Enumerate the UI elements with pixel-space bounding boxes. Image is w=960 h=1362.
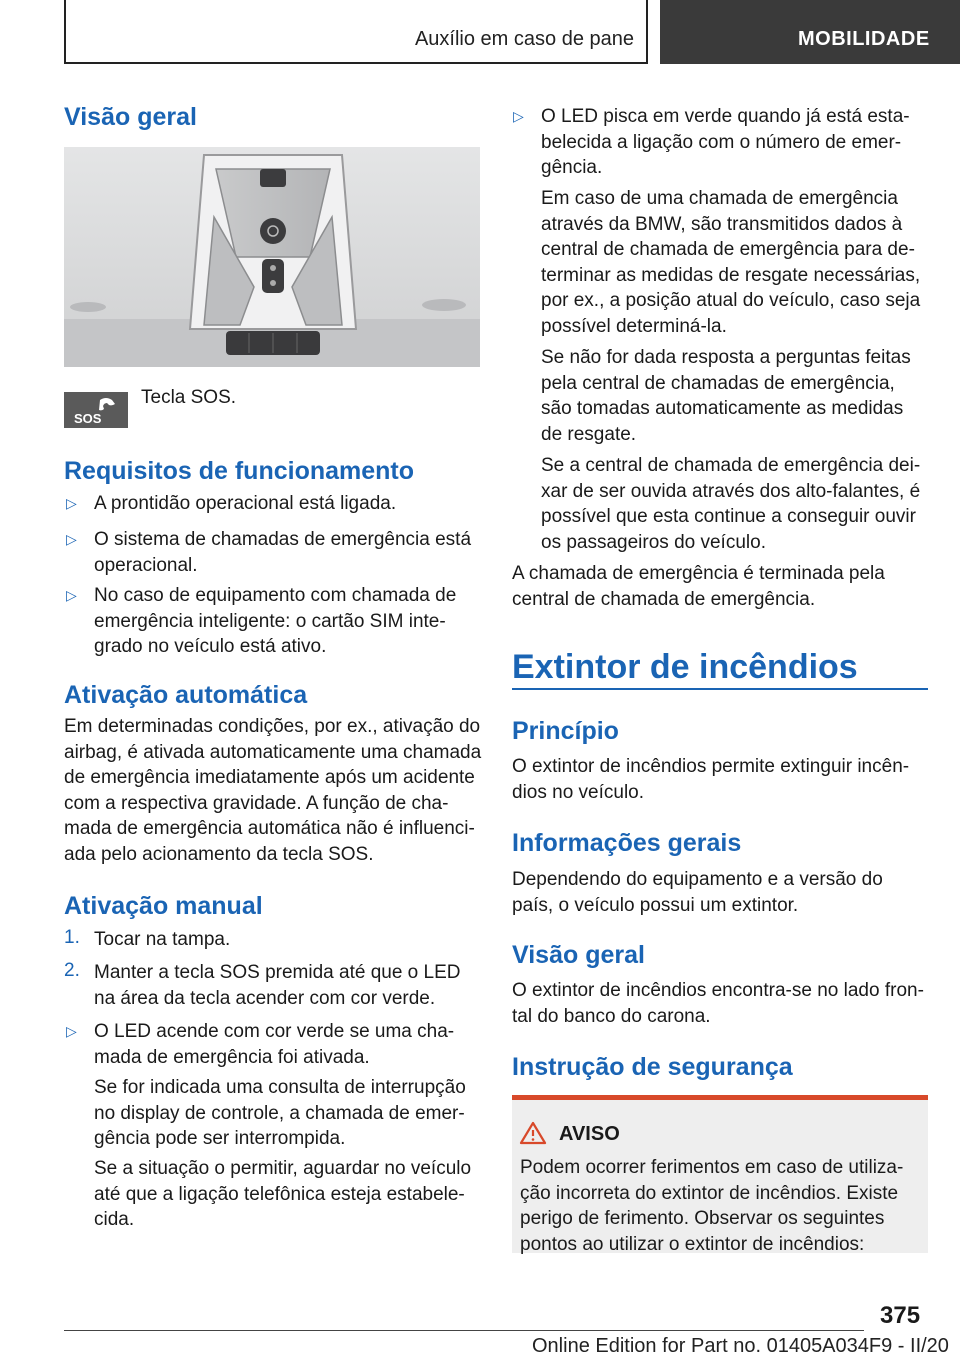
bullet-icon: ▷	[513, 108, 524, 124]
led-blink-bullet	[541, 104, 910, 181]
text-line: por ex., a posição atual do veículo, caso seja	[541, 290, 921, 311]
text-line: emergência inteligente: o cartão SIM inte-	[94, 610, 446, 632]
text-line: central de chamada de emergência para de-	[541, 239, 915, 260]
header-chapter-tab	[660, 0, 960, 64]
text-line: Dependendo do equipamento e a versão do	[512, 869, 883, 890]
text-line: No caso de equipamento com chamada de	[94, 585, 457, 606]
requirement-item	[94, 527, 471, 578]
text-line: os passageiros do veículo.	[541, 531, 766, 553]
bullet-icon: ▷	[66, 495, 77, 511]
text-line: Se for indicada uma consulta de interrupção	[94, 1077, 466, 1098]
bullet-icon: ▷	[66, 587, 77, 603]
text-line: O extintor de incêndios encontra-se no lado fron-	[512, 980, 924, 1001]
text-line: Em caso de uma chamada de emergência	[541, 188, 898, 209]
requirement-item	[94, 583, 456, 660]
text-line: O sistema de chamadas de emergência está	[94, 529, 472, 550]
text-line: com a respectiva gravidade. A função de cha-	[64, 792, 449, 814]
text-line: gência pode ser interrompida.	[94, 1128, 346, 1149]
text-line: de emergência imediatamente após um acidente	[64, 767, 475, 788]
heading-auto-activation: Ativação automática	[64, 681, 308, 709]
footer-edition: Online Edition for Part no. 01405A034F9 - II/20	[532, 1335, 949, 1357]
header-section-tab	[64, 0, 648, 64]
call-end-text	[512, 561, 885, 612]
text-line: grado no veículo está ativo.	[94, 636, 327, 657]
text-line: O LED acende com cor verde se uma cha-	[94, 1021, 455, 1042]
auto-activation-text	[64, 714, 480, 867]
text-line: mada de emergência automática não é influenci-	[64, 818, 475, 839]
heading-principle: Princípio	[512, 717, 619, 745]
heading-safety: Instrução de segurança	[512, 1053, 793, 1081]
bullet-icon: ▷	[66, 1023, 77, 1039]
text-line: cida.	[94, 1209, 135, 1230]
text-line: O extintor de incêndios permite extinguir incên-	[512, 756, 910, 777]
warning-title: AVISO	[559, 1123, 620, 1145]
principle-text	[512, 754, 909, 805]
overview-2-text	[512, 978, 924, 1029]
text-line: Se a situação o permitir, aguardar no veículo	[94, 1158, 472, 1179]
text-line: de resgate.	[541, 423, 637, 445]
text-line: operacional.	[94, 554, 198, 576]
text-line: O LED pisca em verde quando já está esta-	[541, 106, 910, 127]
sos-icon-label: SOS	[74, 411, 102, 426]
text-line: perigo de ferimento. Observar os seguintes	[520, 1208, 885, 1229]
text-line: país, o veículo possui um extintor.	[512, 894, 799, 916]
text-line: airbag, é ativada automaticamente uma chamada	[64, 741, 482, 763]
text-line: pontos ao utilizar o extintor de incêndios:	[520, 1233, 865, 1255]
footer-rule	[64, 1330, 864, 1331]
led-green-bullet	[94, 1019, 454, 1070]
text-line: central de chamada de emergência.	[512, 588, 816, 610]
text-line: ção incorreta do extintor de incêndios. Existe	[520, 1182, 899, 1204]
text-line: até que a ligação telefônica esteja estabele-	[94, 1183, 465, 1205]
heading-fire-extinguisher: Extintor de incêndios	[512, 648, 858, 686]
step-1-number: 1.	[64, 927, 80, 948]
text-line: Manter a tecla SOS premida até que o LED	[94, 962, 461, 983]
general-info-text	[512, 867, 883, 918]
text-line: mada de emergência foi ativada.	[94, 1046, 370, 1068]
ceiling-console-photo	[64, 147, 480, 367]
heading-overview-2: Visão geral	[512, 941, 645, 969]
text-line: xar de ser ouvida através dos alto-falantes, é	[541, 480, 921, 502]
text-line: dios no veículo.	[512, 781, 645, 803]
text-line: Tocar na tampa.	[94, 929, 231, 950]
page-number: 375	[880, 1302, 921, 1329]
led-wait-text	[94, 1156, 471, 1233]
text-line: Se a central de chamada de emergência dei-	[541, 455, 921, 476]
warning-text	[520, 1155, 924, 1257]
icon-caption: Tecla SOS.	[141, 387, 237, 408]
text-line: no display de controle, a chamada de emer-	[94, 1102, 465, 1124]
text-line: ada pelo acionamento da tecla SOS.	[64, 843, 374, 865]
text-line: pela central de chamadas de emergência,	[541, 372, 895, 394]
led-interrupt-text	[94, 1075, 466, 1152]
text-line: A prontidão operacional está ligada.	[94, 493, 397, 514]
text-line: Podem ocorrer ferimentos em caso de utiliza-	[520, 1157, 904, 1178]
text-line: Em determinadas condições, por ex., ativação do	[64, 716, 481, 737]
text-line: belecida a ligação com o número de emer-	[541, 131, 902, 153]
warning-triangle-icon	[519, 1121, 547, 1145]
sos-key-icon	[64, 392, 128, 428]
no-response-text	[541, 345, 911, 447]
text-line: Se não for dada resposta a perguntas feitas	[541, 347, 911, 368]
step-1-text	[94, 927, 230, 953]
step-2-number: 2.	[64, 960, 80, 981]
text-line: na área da tecla acender com cor verde.	[94, 987, 436, 1009]
requirement-item	[94, 491, 396, 517]
header-chapter-title: MOBILIDADE	[798, 28, 930, 50]
heading-rule	[512, 688, 928, 690]
text-line: tal do banco do carona.	[512, 1005, 711, 1027]
heading-general-info: Informações gerais	[512, 829, 742, 857]
data-transmission-text	[541, 186, 920, 339]
bullet-icon: ▷	[66, 531, 77, 547]
text-line: possível que esta continue a conseguir ouvir	[541, 506, 916, 527]
header-section-title: Auxílio em caso de pane	[414, 28, 634, 50]
text-line: são tomadas automaticamente as medidas	[541, 398, 904, 419]
ceiling-console-illustration	[64, 147, 480, 367]
step-2-text	[94, 960, 460, 1011]
heading-requirements: Requisitos de funcionamento	[64, 457, 415, 485]
text-line: possível determiná-la.	[541, 315, 727, 337]
text-line: através da BMW, são transmitidos dados à	[541, 213, 903, 235]
text-line: terminar as medidas de resgate necessárias,	[541, 264, 921, 286]
heading-overview: Visão geral	[64, 103, 197, 131]
text-line: A chamada de emergência é terminada pela	[512, 563, 885, 584]
speaker-text	[541, 453, 920, 555]
text-line: gência.	[541, 157, 603, 178]
heading-manual-activation: Ativação manual	[64, 892, 263, 920]
